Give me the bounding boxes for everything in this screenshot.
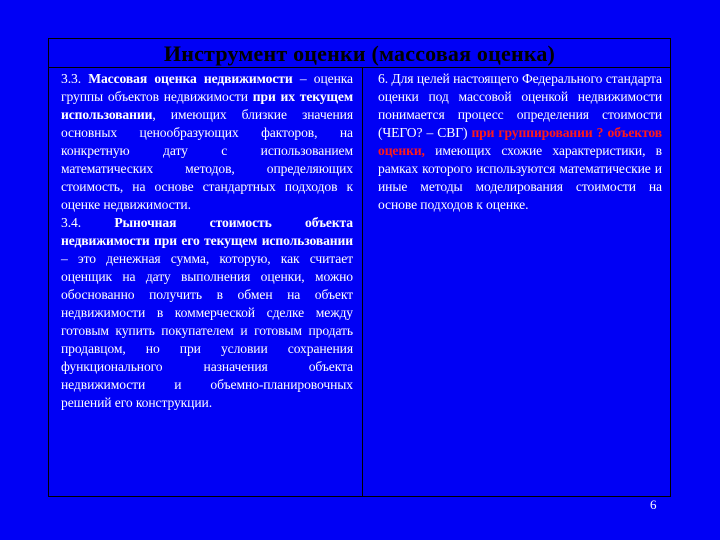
clause-number: 3.3.	[61, 71, 89, 86]
definition-text: – оценка группы объектов недвижимости	[61, 71, 353, 104]
standard-clause-6	[378, 70, 662, 214]
term-mass-valuation: Массовая оценка недвижимости	[88, 71, 293, 86]
clause-text: имеющих схожие характеристики, в рамках которого используются математические и иные методы моделирования стоимости на основе подходов к оценке.	[378, 143, 662, 212]
right-column	[378, 70, 662, 214]
column-divider	[362, 68, 363, 496]
clause-text: 6. Для целей настоящего Федерального стандарта оценки под массовой оценкой недвижимости понимается процесс определения стоимости (ЧЕГО? – СВГ)	[378, 71, 662, 140]
term-market-value: Рыночная стоимость объекта недвижимости при его текущем использовании	[61, 215, 353, 248]
definition-3-3	[61, 70, 353, 214]
term-current-use: при их текущем использовании	[61, 89, 353, 122]
content-frame	[48, 38, 671, 497]
page-number: 6	[650, 497, 657, 512]
definition-text: – это денежная сумма, которую, как считает оценщик на дату выполнения оценки, можно обоснованно получить в обмен на объект недвижимости в коммерческой сделке между готовым купить покупателем и готовым продать продавцом, но при условии сохранения функционального назначения объекта недвижимости и объемно-планировочных решений его конструкции.	[61, 251, 353, 410]
left-column	[61, 70, 353, 412]
highlighted-phrase: при группировании ? объектов оценки,	[378, 125, 662, 158]
clause-number: 3.4.	[61, 215, 115, 230]
definition-text: , имеющих близкие значения основных ценообразующих факторов, на конкретную дату с использованием математических методов, определяющих стоимость, на основе стандартных подходов к оценке недвижимости.	[61, 107, 353, 212]
definition-3-4	[61, 214, 353, 412]
slide-title: Инструмент оценки (массовая оценка)	[49, 39, 670, 68]
